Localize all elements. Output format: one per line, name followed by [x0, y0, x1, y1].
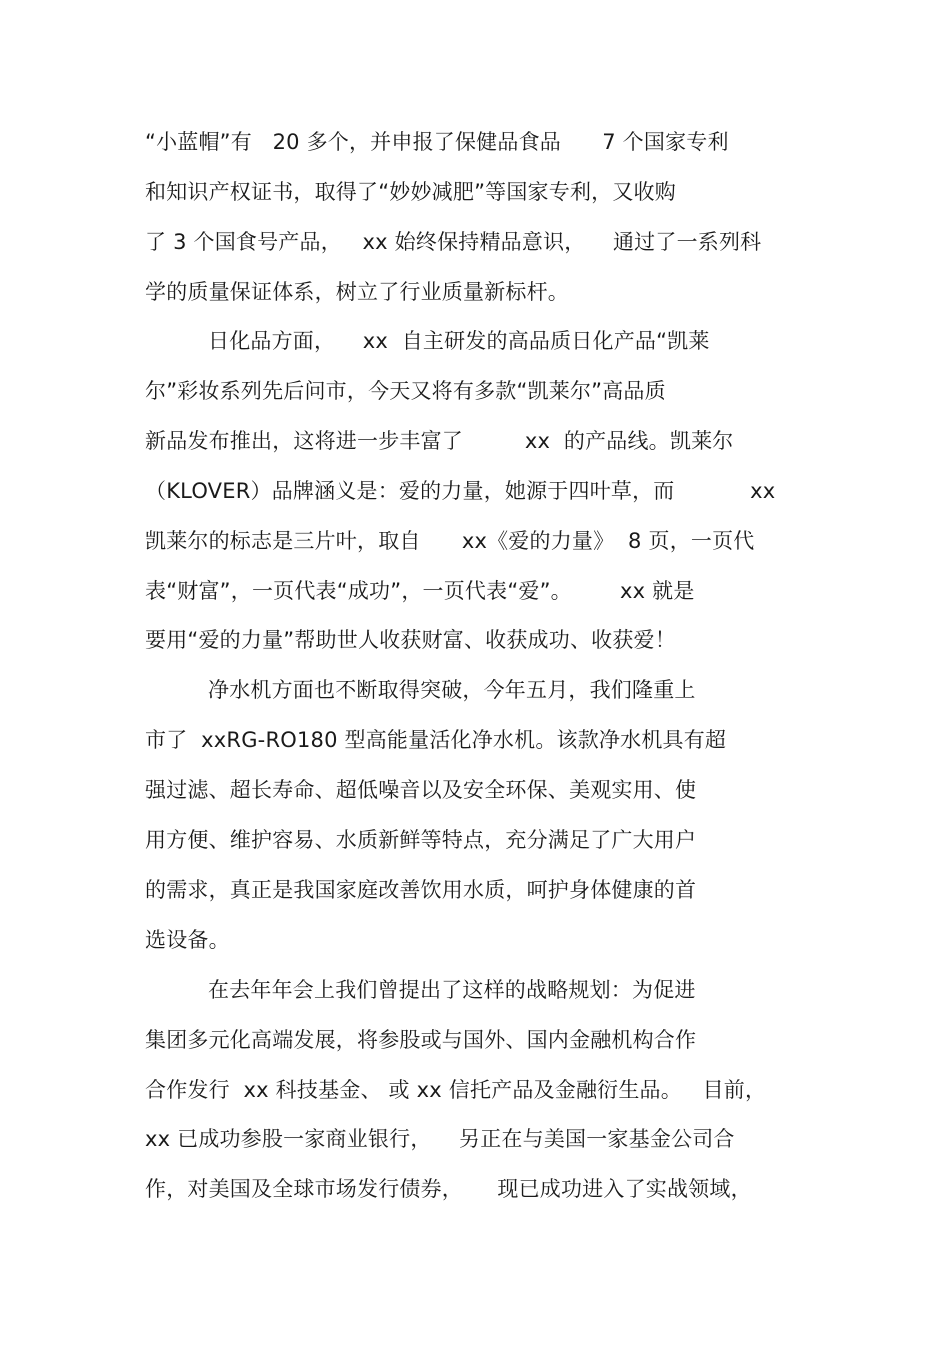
- text-line: “小蓝帽”有 20 多个，并申报了保健品食品 7 个国家专利: [145, 130, 729, 154]
- text-line: 合作发行 xx 科技基金、 或 xx 信托产品及金融衍生品。 目前，: [145, 1078, 767, 1102]
- text-line: 作，对美国及全球市场发行债券， 现已成功进入了实战领域，: [145, 1177, 752, 1201]
- text-line: 和知识产权证书，取得了“妙妙减肥”等国家专利，又收购: [145, 180, 676, 204]
- text-line: 要用“爱的力量”帮助世人收获财富、收获成功、收获爱！: [145, 628, 676, 652]
- text-line: 表“财富”，一页代表“成功”，一页代表“爱”。 xx 就是: [145, 579, 695, 603]
- text-line: 了 3 个国食号产品， xx 始终保持精品意识， 通过了一系列科: [145, 230, 762, 254]
- text-line: 用方便、维护容易、水质新鲜等特点，充分满足了广大用户: [145, 828, 697, 852]
- text-line: 新品发布推出，这将进一步丰富了 xx 的产品线。凯莱尔: [145, 429, 734, 453]
- paragraph-first-line: 净水机方面也不断取得突破，今年五月，我们隆重上: [208, 678, 696, 702]
- text-line: （KLOVER）品牌涵义是：爱的力量，她源于四叶草，而 xx: [145, 479, 776, 503]
- text-line: 选设备。: [145, 928, 230, 952]
- text-line: 强过滤、超长寿命、超低噪音以及安全环保、美观实用、使: [145, 778, 697, 802]
- text-line: 尔”彩妆系列先后问市，今天又将有多款“凯莱尔”高品质: [145, 379, 666, 403]
- text-line: xx 已成功参股一家商业银行， 另正在与美国一家基金公司合: [145, 1127, 735, 1151]
- paragraph-first-line: 日化品方面， xx 自主研发的高品质日化产品“凯莱: [208, 329, 710, 353]
- text-line: 学的质量保证体系，树立了行业质量新标杆。: [145, 280, 569, 304]
- paragraph-first-line: 在去年年会上我们曾提出了这样的战略规划：为促进: [208, 978, 696, 1002]
- text-line: 凯莱尔的标志是三片叶，取自 xx《爱的力量》 8 页，一页代: [145, 529, 755, 553]
- text-line: 的需求，真正是我国家庭改善饮用水质，呵护身体健康的首: [145, 878, 697, 902]
- text-line: 集团多元化高端发展，将参股或与国外、国内金融机构合作: [145, 1028, 697, 1052]
- text-line: 市了 xxRG-RO180 型高能量活化净水机。该款净水机具有超: [145, 728, 727, 752]
